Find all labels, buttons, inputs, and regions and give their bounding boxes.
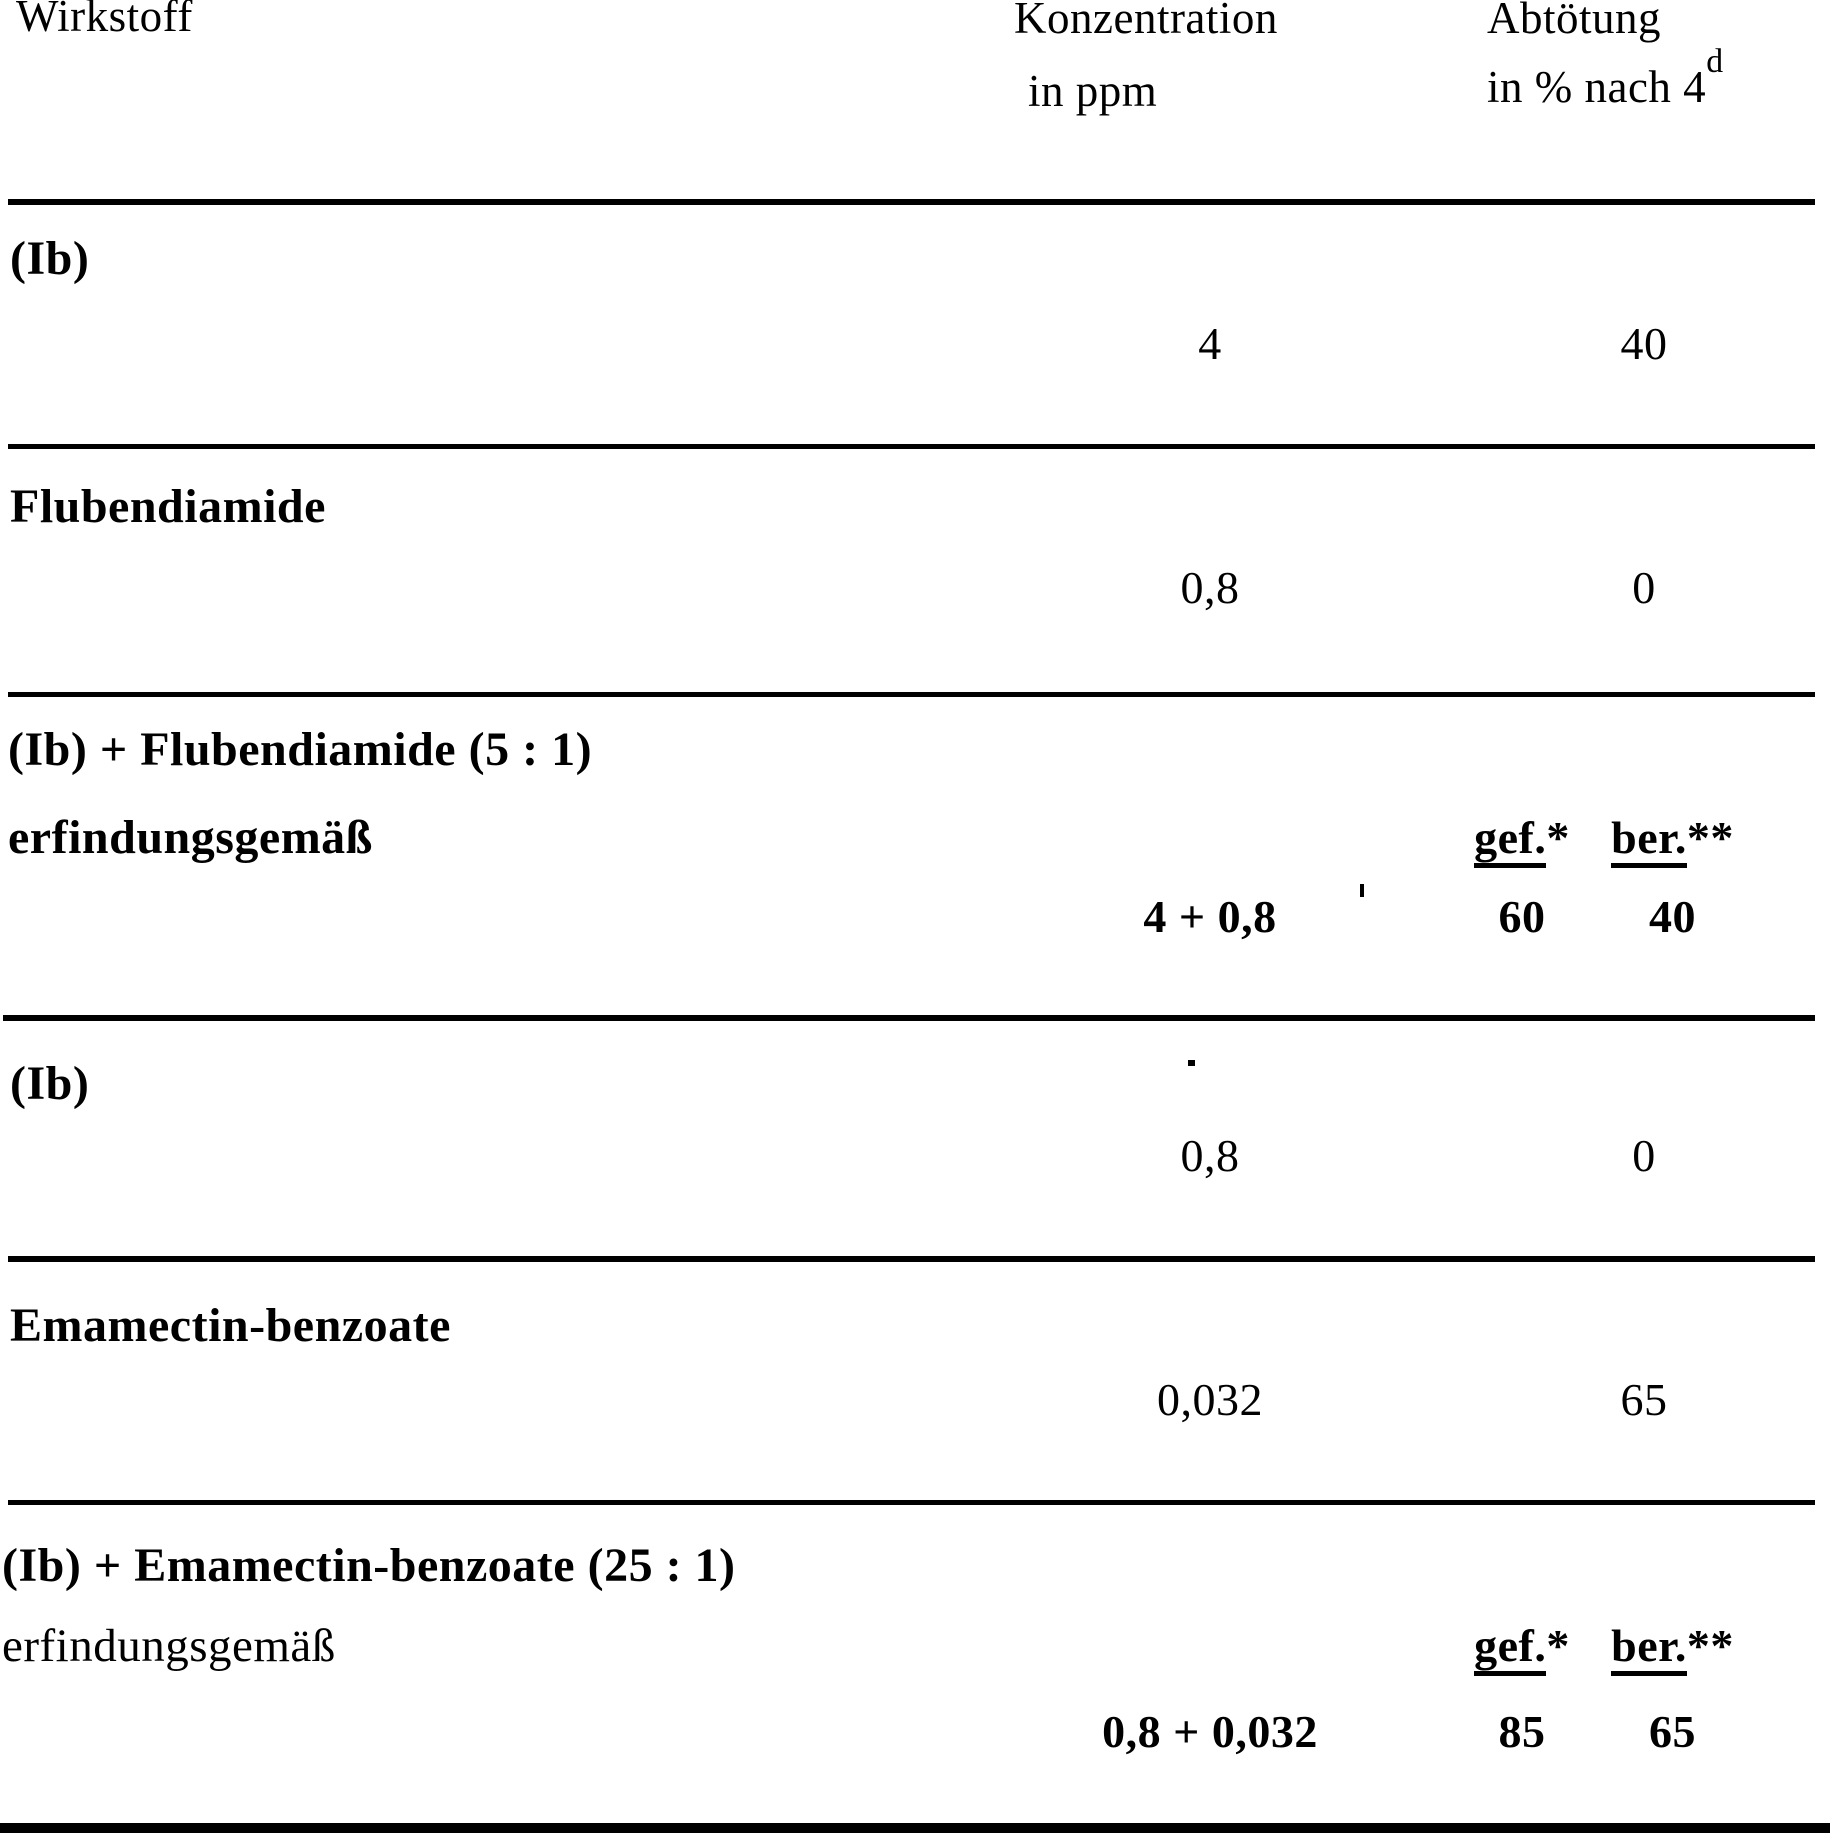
section-5-concentration-value: 0,032 <box>1157 1374 1263 1425</box>
ber-asterisks: ** <box>1686 1620 1734 1671</box>
column-header-konzentration-unit: in ppm <box>1028 66 1158 116</box>
column-header-konzentration: Konzentration <box>1014 0 1278 43</box>
section-4-name: (Ib) <box>10 1057 90 1110</box>
section-6-ber-header <box>1570 1620 1775 1676</box>
gef-asterisk: * <box>1546 1620 1570 1671</box>
section-2-kill-value: 0 <box>1632 562 1656 613</box>
section-1-kill-value: 40 <box>1620 318 1668 369</box>
column-header-abtoetung-unit <box>1487 42 1724 114</box>
section-6-note-erfindungsgemaess: erfindungsgemäß <box>2 1620 336 1672</box>
section-3-ber-header <box>1570 812 1775 868</box>
ber-label-underlined: ber. <box>1611 1623 1687 1676</box>
abtoetung-unit-text: in % nach 4 <box>1487 62 1707 112</box>
section-6-concentration-value: 0,8 + 0,032 <box>1102 1706 1318 1757</box>
column-header-abtoetung: Abtötung <box>1487 0 1662 43</box>
table-rule-1 <box>8 199 1815 205</box>
section-3-gef-value: 60 <box>1498 891 1546 942</box>
table-rule-6 <box>8 1500 1815 1505</box>
scan-speck <box>1188 1060 1195 1066</box>
ber-asterisks: ** <box>1686 812 1734 863</box>
table-rule-2 <box>8 444 1815 449</box>
section-2-concentration-value: 0,8 <box>1180 562 1240 613</box>
section-4-kill-value: 0 <box>1632 1130 1656 1181</box>
section-1-name: (Ib) <box>10 232 90 285</box>
section-6-name: (Ib) + Emamectin-benzoate (25 : 1) <box>2 1539 736 1592</box>
column-header-wirkstoff: Wirkstoff <box>16 0 193 41</box>
table-rule-4 <box>3 1015 1815 1021</box>
section-1-concentration-value: 4 <box>1198 318 1222 369</box>
section-5-name: Emamectin-benzoate <box>10 1299 451 1352</box>
section-5-kill-value: 65 <box>1620 1374 1668 1425</box>
section-3-name: (Ib) + Flubendiamide (5 : 1) <box>8 723 593 776</box>
table-rule-5 <box>8 1256 1815 1262</box>
section-2-name: Flubendiamide <box>10 480 326 533</box>
gef-label-underlined: gef. <box>1474 815 1546 868</box>
section-3-note-erfindungsgemaess: erfindungsgemäß <box>8 811 373 864</box>
section-3-ber-value: 40 <box>1649 891 1696 942</box>
section-6-gef-value: 85 <box>1498 1706 1546 1757</box>
gef-label-underlined: gef. <box>1474 1623 1546 1676</box>
table-bottom-rule <box>0 1823 1830 1833</box>
abtoetung-unit-superscript-d: d <box>1706 42 1724 80</box>
ber-label-underlined: ber. <box>1611 815 1687 868</box>
table-rule-3 <box>8 692 1815 697</box>
section-3-concentration-value: 4 + 0,8 <box>1143 891 1277 942</box>
gef-asterisk: * <box>1546 812 1570 863</box>
section-6-ber-value: 65 <box>1649 1706 1696 1757</box>
section-4-concentration-value: 0,8 <box>1180 1130 1240 1181</box>
